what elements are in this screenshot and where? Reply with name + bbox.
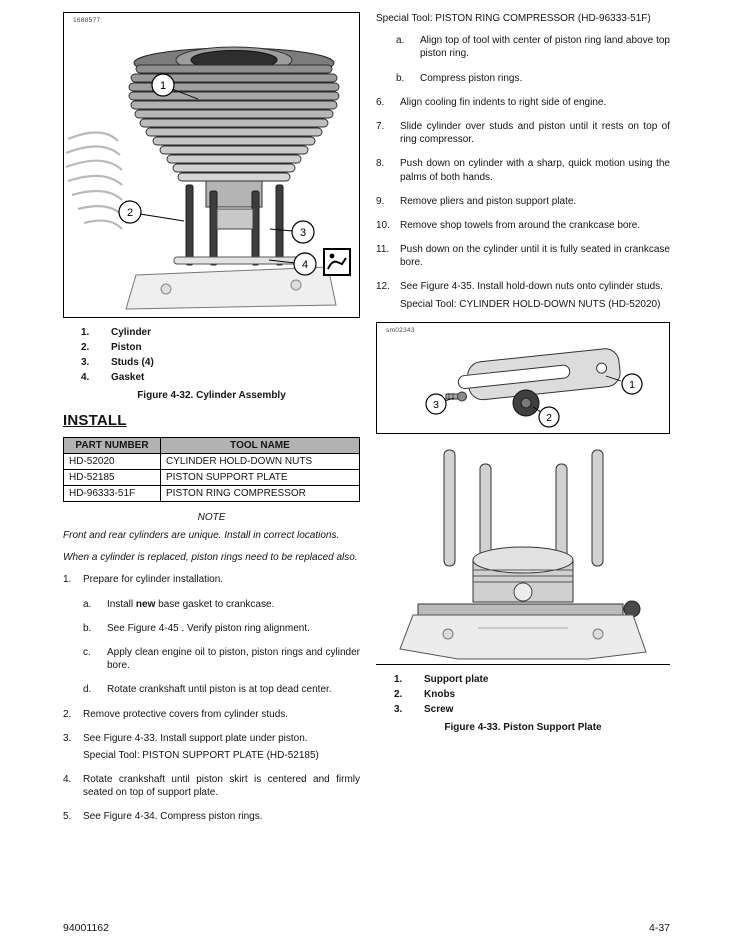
substep-c bbox=[83, 646, 360, 672]
substep-text: Apply clean engine oil to piston, piston rings and cylinder bore. bbox=[107, 646, 360, 672]
table-row bbox=[64, 470, 360, 486]
figure-4-32 bbox=[63, 12, 360, 401]
column-header-tool-name: TOOL NAME bbox=[161, 438, 360, 454]
step-12 bbox=[376, 280, 670, 293]
figure-4-32-caption: Figure 4-32. Cylinder Assembly bbox=[137, 390, 286, 401]
step-text: Prepare for cylinder installation. bbox=[83, 574, 224, 586]
note-text: Front and rear cylinders are unique. Install in correct locations. bbox=[63, 530, 340, 541]
step-text: Rotate crankshaft until piston skirt is centered and firmly seated on top of support plate. bbox=[83, 774, 360, 799]
piston-support-plate-drawing bbox=[388, 438, 658, 662]
step-text: Push down on cylinder with a sharp, quick motion using the palms of both hands. bbox=[400, 158, 670, 183]
step-7 bbox=[376, 120, 670, 146]
step-number: 6. bbox=[376, 96, 385, 108]
step-number: 1. bbox=[63, 574, 72, 586]
left-column bbox=[63, 12, 360, 835]
cylinder-assembly-drawing bbox=[66, 13, 357, 313]
substep-a bbox=[83, 598, 360, 611]
step-text: Push down on the cylinder until it is fully seated in crankcase bore. bbox=[400, 244, 670, 269]
figure-4-32-frame bbox=[63, 12, 360, 318]
special-tool-intro: Special Tool: PISTON RING COMPRESSOR (HD-96333-51F) bbox=[376, 13, 651, 24]
note-text: When a cylinder is replaced, piston rings need to be replaced also. bbox=[63, 552, 358, 564]
document-number: 94001162 bbox=[63, 922, 109, 934]
install-heading: INSTALL bbox=[63, 412, 127, 429]
substep-d bbox=[83, 683, 360, 696]
substep-text: Align top of tool with center of piston ring land above top piston ring. bbox=[420, 35, 670, 60]
step-number: 10. bbox=[376, 219, 390, 231]
right-column bbox=[376, 12, 670, 835]
figure-4-33 bbox=[376, 322, 670, 733]
support-plate-tool-drawing bbox=[396, 323, 651, 429]
part-number-cell: HD-52185 bbox=[64, 470, 161, 486]
step-text: Remove protective covers from cylinder studs. bbox=[83, 708, 289, 720]
step-number: 11. bbox=[376, 244, 390, 256]
step-9 bbox=[376, 195, 670, 208]
legend-item: 3. Screw bbox=[394, 703, 454, 715]
step-number: 3. bbox=[63, 732, 72, 744]
substep-b bbox=[396, 72, 670, 85]
svg-text:2: 2 bbox=[126, 207, 134, 219]
substep-letter: c. bbox=[83, 646, 91, 658]
table-row bbox=[64, 454, 360, 470]
legend-item: 1. Support plate bbox=[394, 673, 489, 685]
step-10 bbox=[376, 219, 670, 232]
special-tools-table bbox=[63, 437, 360, 502]
part-number-cell: HD-52020 bbox=[64, 454, 161, 470]
substep-letter: a. bbox=[83, 598, 92, 610]
svg-text:2: 2 bbox=[545, 411, 552, 424]
legend-item: 3. Studs (4) bbox=[81, 357, 154, 368]
lifting-warning-icon bbox=[324, 249, 350, 275]
substep-b bbox=[83, 622, 360, 635]
tool-name-cell: CYLINDER HOLD-DOWN NUTS bbox=[161, 454, 360, 470]
substep-letter: b. bbox=[396, 72, 405, 84]
step-6 bbox=[376, 96, 670, 109]
figure-4-33-legend bbox=[394, 672, 670, 717]
tool-name-cell: PISTON RING COMPRESSOR bbox=[161, 486, 360, 502]
step-11 bbox=[376, 243, 670, 269]
svg-text:3: 3 bbox=[432, 398, 439, 411]
substep-text: Compress piston rings. bbox=[420, 72, 523, 84]
svg-text:1: 1 bbox=[159, 80, 167, 92]
substep-text: Rotate crankshaft until piston is at top dead center. bbox=[107, 684, 332, 696]
step-number: 9. bbox=[376, 195, 385, 207]
part-number-cell: HD-96333-51F bbox=[64, 486, 161, 502]
step-text: Remove shop towels from around the crankcase bore. bbox=[400, 219, 641, 231]
page-footer bbox=[63, 922, 670, 934]
substep-text: See Figure 4-45 . Verify piston ring alignment. bbox=[107, 622, 310, 634]
substep-text: Install new base gasket to crankcase. bbox=[107, 598, 275, 610]
figure-image-id: 1688577 bbox=[73, 17, 101, 24]
substep-letter: d. bbox=[83, 684, 92, 696]
step-text: See Figure 4-34. Compress piston rings. bbox=[83, 811, 263, 823]
special-tool-note: Special Tool: CYLINDER HOLD-DOWN NUTS (HD-52020) bbox=[400, 298, 661, 310]
legend-item: 2. Piston bbox=[81, 342, 142, 353]
step-4 bbox=[63, 773, 360, 799]
svg-text:3: 3 bbox=[299, 227, 307, 239]
step-text: Slide cylinder over studs and piston until it rests on top of ring compressor. bbox=[400, 120, 670, 146]
step-8 bbox=[376, 157, 670, 183]
step-1 bbox=[63, 573, 360, 586]
substep-a bbox=[396, 34, 670, 60]
svg-text:1: 1 bbox=[628, 378, 635, 391]
figure-bottom-rule bbox=[376, 664, 670, 665]
step-number: 8. bbox=[376, 158, 385, 170]
step-text: Align cooling fin indents to right side of engine. bbox=[400, 96, 607, 108]
legend-item: 4. Gasket bbox=[81, 372, 145, 383]
column-header-part-number: PART NUMBER bbox=[64, 438, 161, 454]
step-number: 12. bbox=[376, 281, 390, 293]
table-header-row bbox=[64, 438, 360, 454]
step-2 bbox=[63, 708, 360, 721]
figure-4-32-legend bbox=[81, 325, 360, 385]
figure-image-id: sm02343 bbox=[386, 326, 415, 334]
tool-name-cell: PISTON SUPPORT PLATE bbox=[161, 470, 360, 486]
table-row bbox=[64, 486, 360, 502]
step-text: Remove pliers and piston support plate. bbox=[400, 195, 577, 207]
page-number: 4-37 bbox=[648, 922, 670, 934]
figure-4-33-caption: Figure 4-33. Piston Support Plate bbox=[444, 721, 602, 733]
step-text: See Figure 4-33. Install support plate under piston. bbox=[83, 732, 308, 744]
step-number: 5. bbox=[63, 811, 72, 823]
substep-letter: a. bbox=[396, 35, 405, 47]
step-number: 2. bbox=[63, 708, 72, 720]
substep-letter: b. bbox=[83, 622, 92, 634]
step-number: 7. bbox=[376, 120, 385, 132]
two-column-layout bbox=[63, 12, 670, 835]
legend-item: 2. Knobs bbox=[394, 688, 456, 700]
legend-item: 1. Cylinder bbox=[81, 327, 152, 338]
svg-text:4: 4 bbox=[301, 259, 309, 271]
figure-4-33-tool-frame bbox=[376, 322, 670, 434]
step-3 bbox=[63, 732, 360, 745]
note-label: NOTE bbox=[197, 512, 226, 523]
step-5 bbox=[63, 810, 360, 823]
step-number: 4. bbox=[63, 774, 72, 786]
special-tool-note: Special Tool: PISTON SUPPORT PLATE (HD-52185) bbox=[83, 749, 319, 761]
step-text: See Figure 4-35. Install hold-down nuts onto cylinder studs. bbox=[400, 281, 663, 293]
